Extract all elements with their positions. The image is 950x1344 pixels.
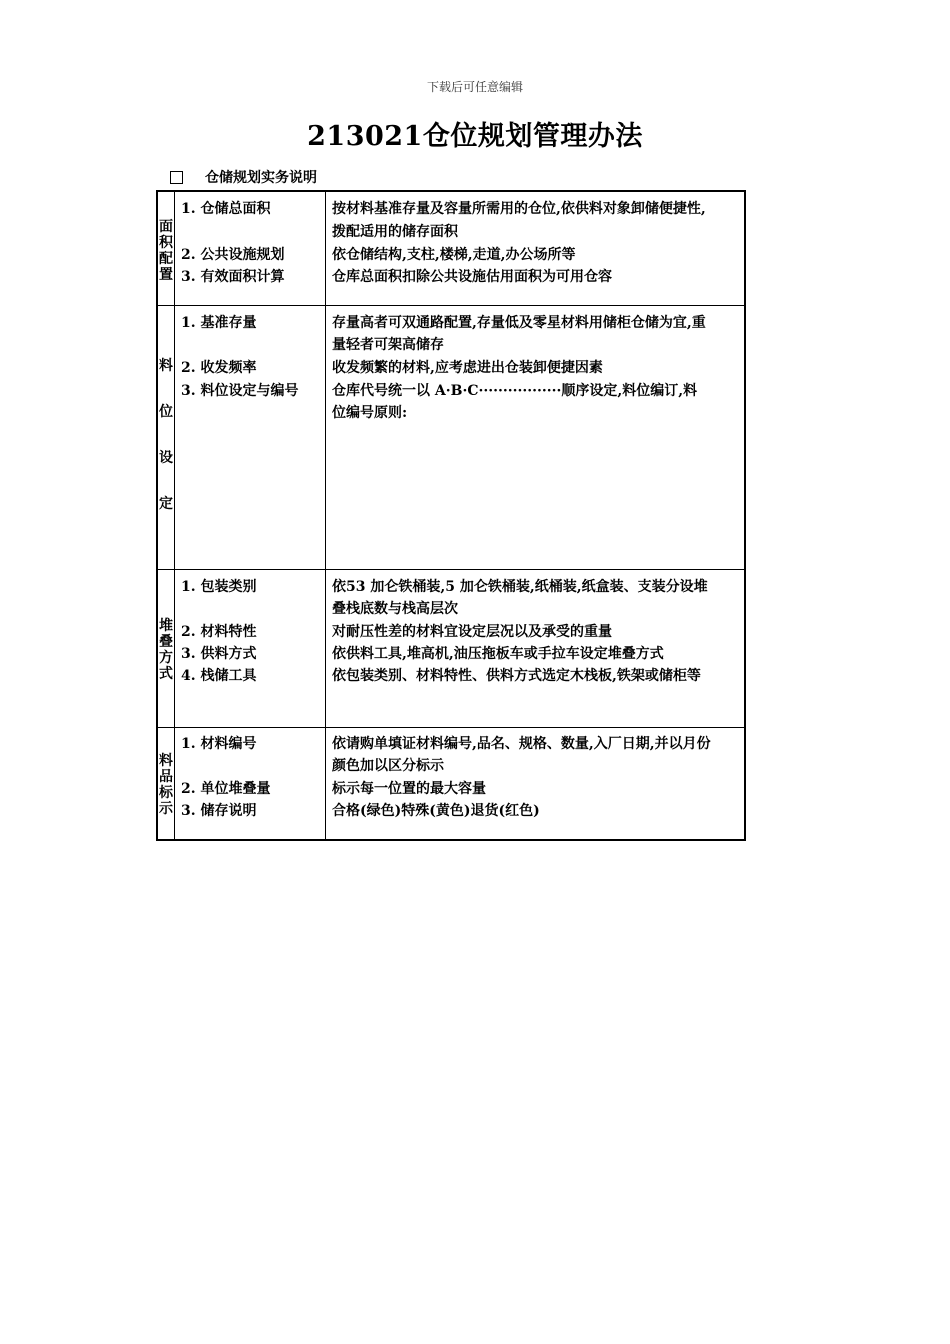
items-cell [174,728,326,839]
item-label: 2. 收发频率 [181,360,257,376]
description-line: 颜色加以区分标示 [332,758,444,774]
items-cell [174,570,326,727]
table-row-item-labeling [158,728,744,839]
header-note: 下载后可任意编辑 [426,80,523,94]
description-cell [325,570,744,727]
description-line: 依包装类别、材料特性、供料方式选定木栈板,铁架或储柜等 [332,668,701,684]
category-label: 料品标示 [159,753,173,817]
category-cell [158,570,175,727]
category-label: 面积配置 [159,219,173,283]
item-label: 1. 基准存量 [181,315,257,331]
description-line: 仓库代号统一以 A·B·C·················顺序设定,料位编订,料 [332,383,698,399]
description-line: 依请购单填证材料编号,品名、规格、数量,入厂日期,并以月份 [332,736,711,752]
description-line: 量轻者可架高储存 [332,337,444,353]
items-cell [174,306,326,569]
category-label: 料位设定 [159,358,173,512]
item-label: 4. 栈储工具 [181,668,257,684]
description-cell [325,306,744,569]
description-line: 对耐压性差的材料宜设定层况以及承受的重量 [332,624,612,640]
description-cell [325,728,744,839]
item-label: 3. 有效面积计算 [181,269,285,285]
warehouse-planning-table [156,190,746,841]
description-line: 收发频繁的材料,应考虑进出仓装卸便捷因素 [332,360,603,376]
table-row-stacking-method [158,570,744,728]
description-line: 拨配适用的储存面积 [332,224,458,240]
item-label: 1. 材料编号 [181,736,257,752]
item-label: 3. 储存说明 [181,803,257,819]
section-heading-label: 仓储规划实务说明 [205,170,317,186]
table-row-area-allocation [158,192,744,306]
description-line: 合格(绿色)特殊(黄色)退货(红色) [332,803,540,819]
item-label: 2. 公共设施规划 [181,247,285,263]
description-line: 存量高者可双通路配置,存量低及零星材料用储柜仓储为宜,重 [332,315,706,331]
items-cell [174,192,326,305]
item-label: 3. 供料方式 [181,646,257,662]
item-label: 1. 仓储总面积 [181,201,271,217]
description-line: 依供料工具,堆高机,油压拖板车或手拉车设定堆叠方式 [332,646,664,662]
table-row-location-setting [158,306,744,570]
description-line: 依仓储结构,支柱,楼梯,走道,办公场所等 [332,247,576,263]
section-heading [170,167,317,187]
category-cell [158,728,175,839]
item-label: 2. 单位堆叠量 [181,781,271,797]
category-label: 堆叠方式 [159,618,173,682]
description-cell [325,192,744,305]
checkbox-icon [170,171,183,184]
description-line: 叠栈底数与栈高层次 [332,601,458,617]
description-line: 依53 加仑铁桶装,5 加仑铁桶装,纸桶装,纸盒装、支装分设堆 [332,579,708,595]
description-line: 位编号原则: [332,405,408,421]
category-cell [158,192,175,305]
item-label: 1. 包装类别 [181,579,257,595]
item-label: 3. 料位设定与编号 [181,383,299,399]
description-line: 标示每一位置的最大容量 [332,781,486,797]
item-label: 2. 材料特性 [181,624,257,640]
description-line: 按材料基准存量及容量所需用的仓位,依供料对象卸储便捷性, [332,201,706,217]
document-title: 213021仓位规划管理办法 [307,121,643,152]
category-cell [158,306,175,569]
description-line: 仓库总面积扣除公共设施估用面积为可用仓容 [332,269,612,285]
